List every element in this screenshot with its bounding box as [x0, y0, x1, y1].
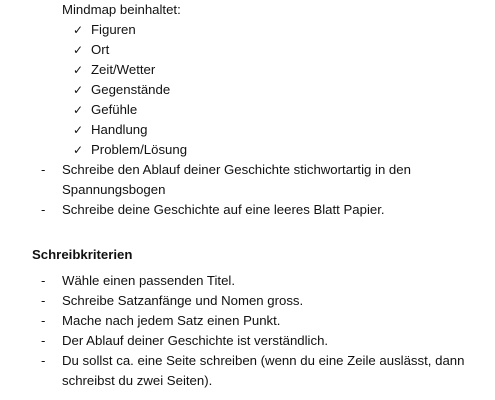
list-item: - Der Ablauf deiner Geschichte ist verständlich. — [41, 331, 482, 351]
dash-bullet: - — [41, 333, 46, 348]
checkmark-icon: ✓ — [73, 43, 84, 57]
checkmark-icon: ✓ — [73, 23, 84, 37]
checkmark-icon: ✓ — [73, 123, 84, 137]
list-item: - Schreibe Satzanfänge und Nomen gross. — [41, 291, 482, 311]
checklist-item: ✓ Handlung — [73, 120, 187, 140]
mindmap-intro: Mindmap beinhaltet: — [62, 2, 181, 17]
checklist-item: ✓ Ort — [73, 40, 187, 60]
dash-bullet: - — [41, 273, 46, 288]
checklist-item: ✓ Problem/Lösung — [73, 140, 187, 160]
criteria-heading: Schreibkriterien — [32, 247, 133, 262]
checklist-item: ✓ Figuren — [73, 20, 187, 40]
dash-bullet: - — [41, 353, 46, 368]
dash-bullet: - — [41, 313, 46, 328]
checklist-item: ✓ Zeit/Wetter — [73, 60, 187, 80]
list-item: - Du sollst ca. eine Seite schreiben (wenn du eine Zeile auslässt, dann schreibst du zwei Seiten). — [41, 353, 465, 388]
steps-list — [41, 160, 482, 220]
checklist-item: ✓ Gegenstände — [73, 80, 187, 100]
dash-bullet: - — [41, 202, 46, 217]
checkmark-icon: ✓ — [73, 103, 84, 117]
criteria-list — [41, 271, 482, 391]
list-item: - Schreibe deine Geschichte auf eine leeres Blatt Papier. — [41, 200, 482, 220]
checkmark-icon: ✓ — [73, 143, 84, 157]
dash-bullet: - — [41, 162, 46, 177]
list-item: - Schreibe den Ablauf deiner Geschichte stichwortartig in den Spannungsbogen — [41, 162, 411, 197]
list-item: - Wähle einen passenden Titel. — [41, 271, 482, 291]
checklist-item: ✓ Gefühle — [73, 100, 187, 120]
mindmap-checklist — [73, 20, 187, 160]
checkmark-icon: ✓ — [73, 83, 84, 97]
list-item: - Mache nach jedem Satz einen Punkt. — [41, 311, 482, 331]
dash-bullet: - — [41, 293, 46, 308]
checkmark-icon: ✓ — [73, 63, 84, 77]
